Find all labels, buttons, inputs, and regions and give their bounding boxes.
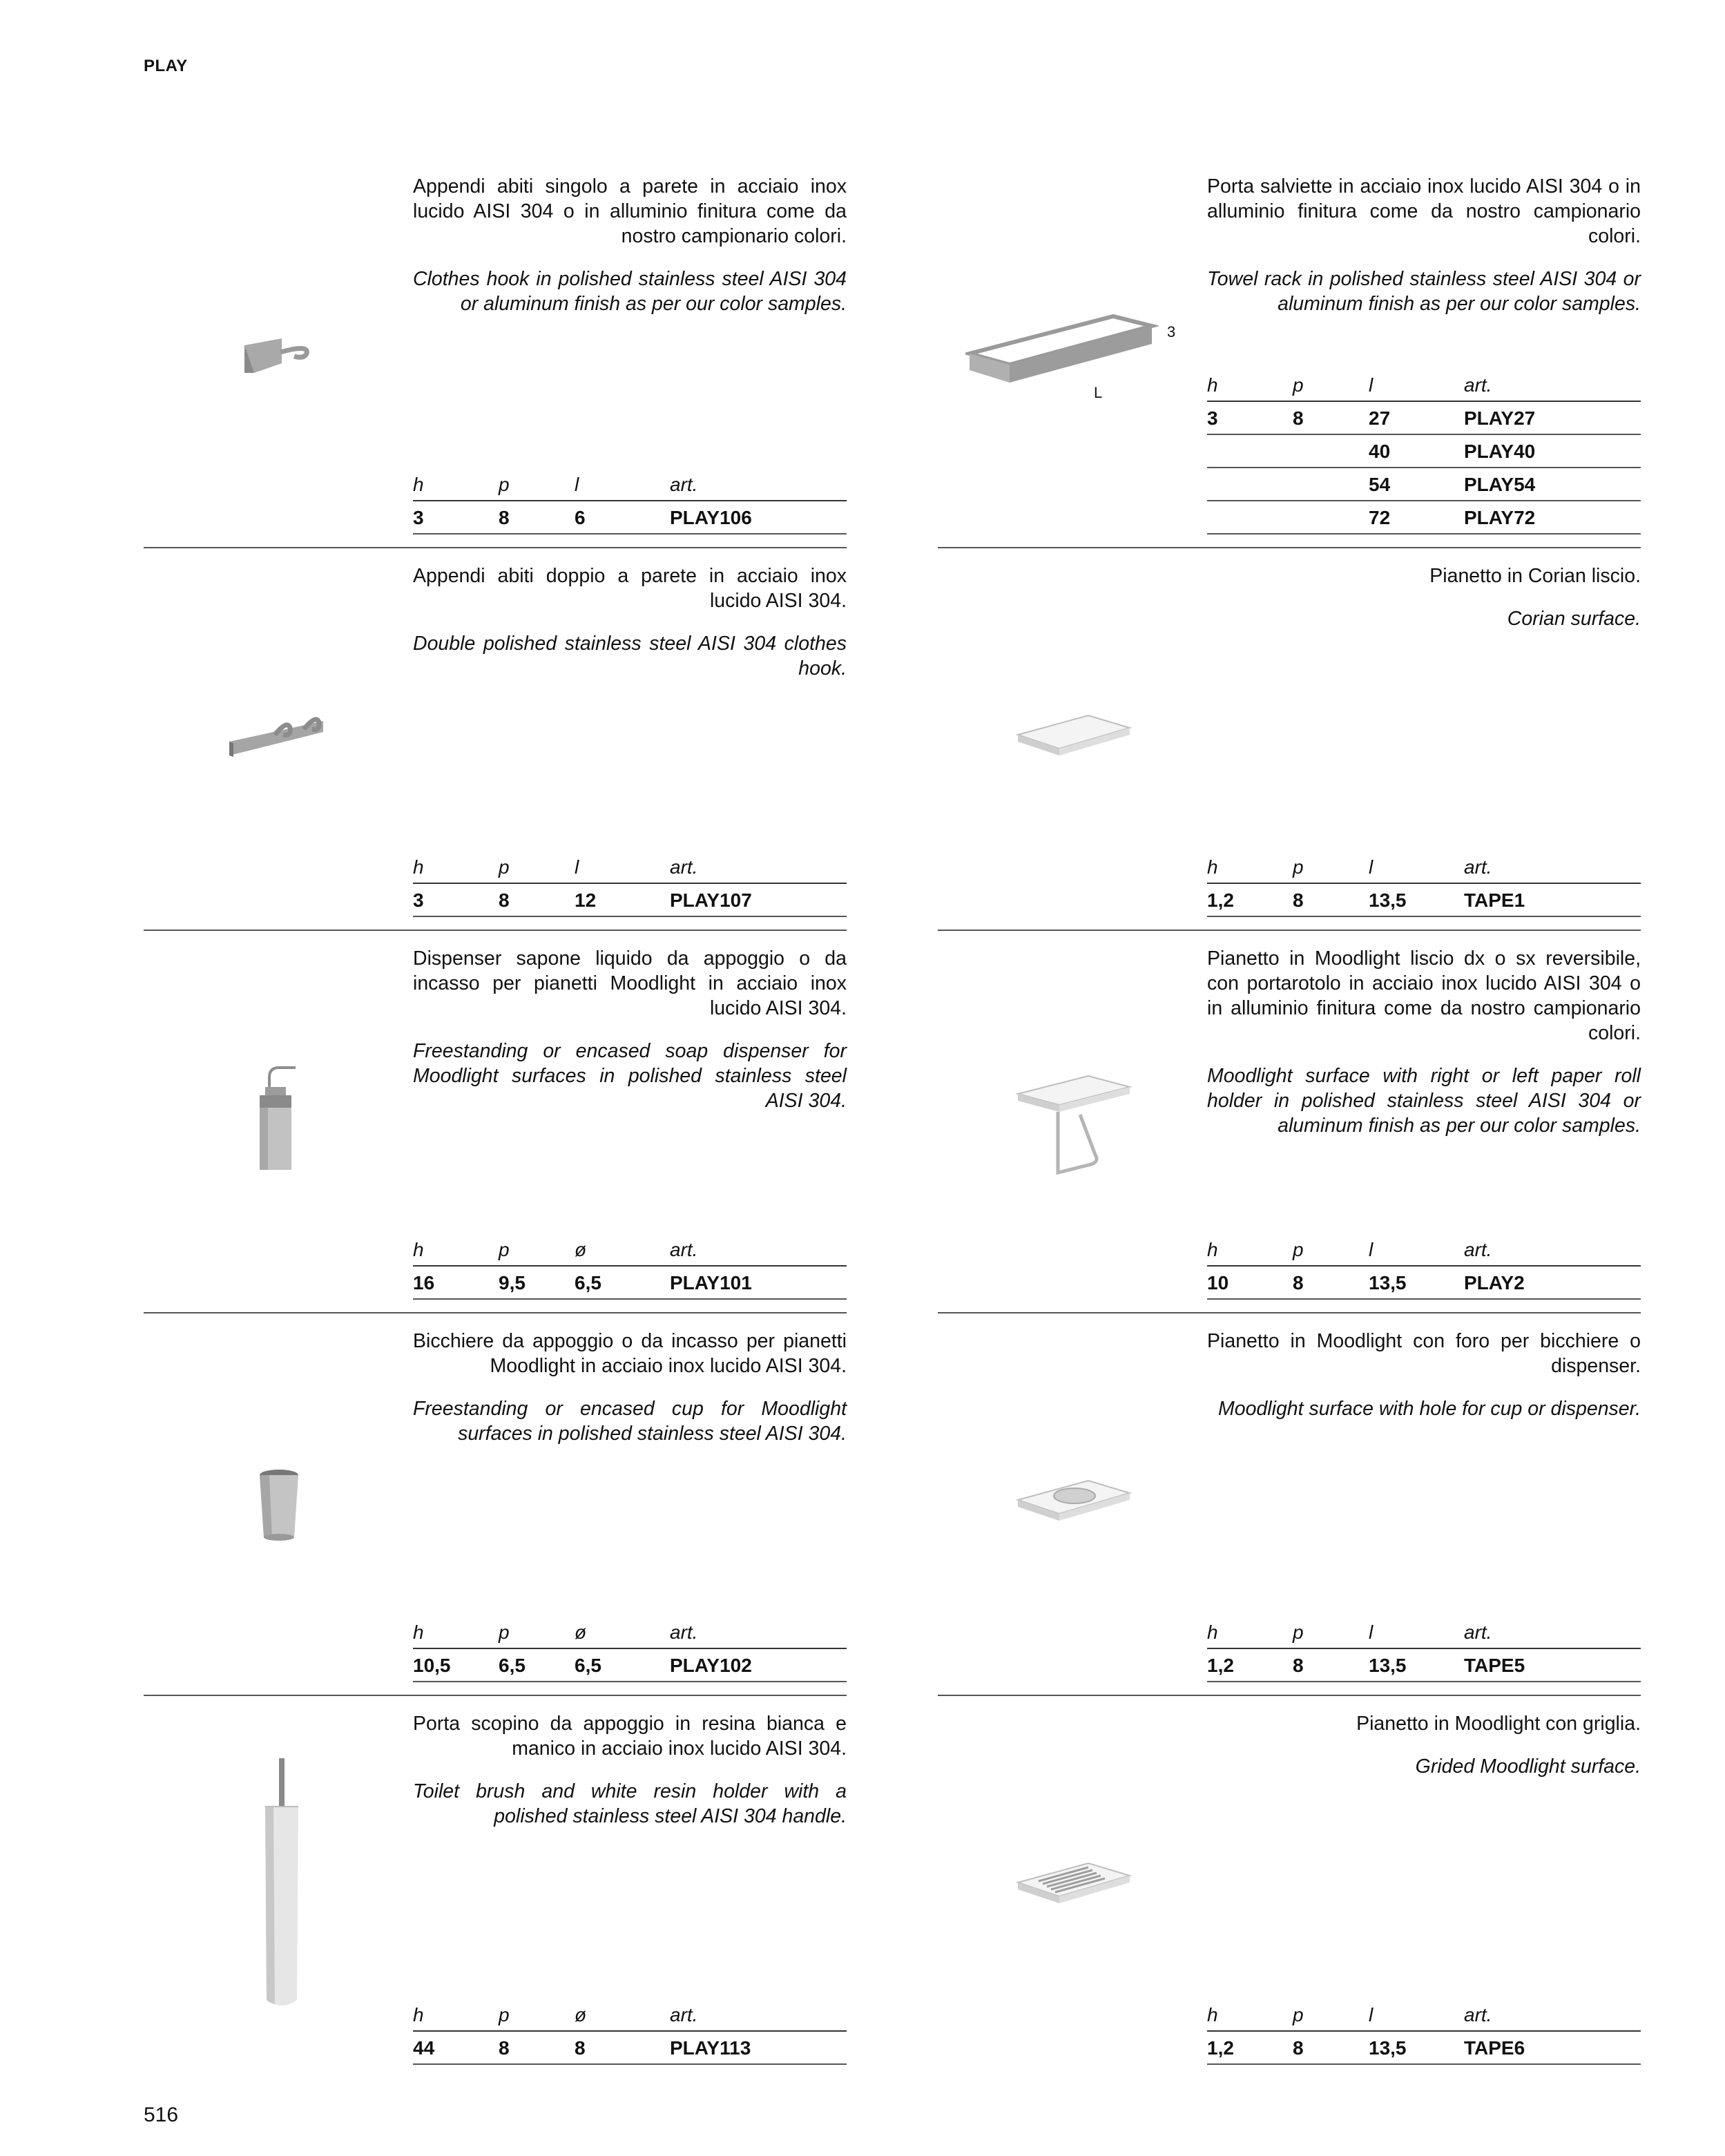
cell-l: 27 [1369, 407, 1391, 429]
cell-art: PLAY101 [670, 1272, 752, 1293]
cell-diameter: 8 [575, 2037, 586, 2059]
cell-l: 72 [1369, 507, 1391, 528]
col-art: art. [670, 1621, 698, 1643]
spec-row [1207, 501, 1641, 535]
dimension-label-height: 3 [1167, 323, 1176, 340]
col-p: p [1293, 856, 1304, 878]
product-description [1207, 564, 1641, 631]
description-italian: Appendi abiti doppio a parete in acciaio inox lucido AISI 304. [413, 565, 847, 612]
description-italian: Pianetto in Corian liscio. [1429, 565, 1641, 587]
cell-l: 40 [1369, 441, 1391, 462]
cell-h: 44 [413, 2037, 435, 2059]
cell-p: 8 [1293, 889, 1304, 911]
description-english: Freestanding or encased cup for Moodlight surfaces in polished stainless steel AISI 304. [413, 1398, 847, 1445]
col-l: l [575, 474, 579, 495]
product-block [144, 1313, 847, 1695]
product-description [413, 1711, 847, 1829]
clothes-hook-single-image [240, 331, 323, 387]
product-description [1207, 174, 1641, 316]
cell-p: 8 [1293, 407, 1304, 429]
cell-l: 13,5 [1369, 1655, 1407, 1676]
cell-h: 3 [413, 507, 424, 528]
col-h: h [413, 2004, 424, 2025]
product-block [144, 1696, 847, 2077]
col-p: p [1293, 1621, 1304, 1643]
cell-h: 1,2 [1207, 889, 1234, 911]
cell-h: 10 [1207, 1272, 1229, 1293]
cell-p: 8 [499, 889, 510, 911]
page-number: 516 [144, 2104, 179, 2126]
cell-art: PLAY54 [1464, 474, 1536, 495]
spec-table [1207, 855, 1641, 917]
cell-h: 10,5 [413, 1655, 451, 1676]
spec-header-row [413, 1620, 847, 1649]
col-art: art. [1464, 856, 1492, 878]
description-english: Freestanding or encased soap dispenser for Moodlight surfaces in polished stainless steel AISI 304. [413, 1040, 847, 1112]
spec-header-row [413, 472, 847, 501]
spec-table [413, 472, 847, 535]
col-h: h [413, 474, 424, 495]
col-art: art. [670, 856, 698, 878]
description-english: Moodlight surface with hole for cup or dispenser. [1217, 1398, 1641, 1420]
description-english: Towel rack in polished stainless steel AISI 304 or aluminum finish as per our color samples. [1207, 268, 1641, 315]
col-l: l [1369, 1621, 1374, 1643]
col-h: h [413, 1239, 424, 1260]
col-h: h [1207, 374, 1218, 396]
cell-art: TAPE1 [1464, 889, 1525, 911]
cell-art: PLAY27 [1464, 407, 1536, 429]
col-h: h [413, 1621, 424, 1643]
col-h: h [413, 856, 424, 878]
cell-p: 8 [1293, 2037, 1304, 2059]
col-h: h [1207, 2004, 1218, 2025]
spec-row [1207, 884, 1641, 917]
cell-art: PLAY106 [670, 507, 752, 528]
spec-row [1207, 1267, 1641, 1300]
cell-p: 8 [1293, 1655, 1304, 1676]
col-art: art. [1464, 374, 1492, 396]
col-p: p [499, 1621, 510, 1643]
description-italian: Porta scopino da appoggio in resina bianca e manico in acciaio inox lucido AISI 304. [413, 1713, 847, 1760]
cell-h: 1,2 [1207, 1655, 1234, 1676]
col-art: art. [1464, 1621, 1492, 1643]
spec-table [1207, 1238, 1641, 1300]
cell-l: 54 [1369, 474, 1391, 495]
cell-l: 13,5 [1369, 1272, 1407, 1293]
soap-dispenser-image [247, 1062, 316, 1180]
col-h: h [1207, 1239, 1218, 1260]
spec-header-row [413, 1238, 847, 1267]
dimension-label-length: L [1094, 384, 1103, 401]
col-p: p [1293, 374, 1304, 396]
col-p: p [1293, 1239, 1304, 1260]
description-english: Grided Moodlight surface. [1415, 1755, 1641, 1778]
product-description [413, 564, 847, 681]
towel-rack-image [965, 311, 1159, 394]
product-description [413, 1329, 847, 1446]
spec-row [1207, 1649, 1641, 1682]
surface-with-hole-image [1014, 1472, 1138, 1534]
col-art: art. [1464, 2004, 1492, 2025]
product-block [938, 931, 1641, 1312]
spec-header-row [413, 2003, 847, 2032]
col-p: p [499, 1239, 510, 1260]
spec-table [413, 2003, 847, 2065]
cup-image [254, 1465, 309, 1548]
cell-art: PLAY2 [1464, 1272, 1525, 1293]
description-english: Corian surface. [1507, 608, 1641, 630]
cell-h: 3 [413, 889, 424, 911]
spec-header-row [1207, 1238, 1641, 1267]
spec-row [413, 1267, 847, 1300]
cell-art: PLAY113 [670, 2037, 751, 2059]
col-art: art. [670, 1239, 698, 1260]
product-block [144, 548, 847, 930]
description-italian: Pianetto in Moodlight con griglia. [1356, 1713, 1641, 1735]
col-l: l [575, 856, 579, 878]
spec-table [413, 1620, 847, 1682]
product-description [413, 946, 847, 1113]
spec-table [1207, 1620, 1641, 1682]
cell-p: 8 [499, 507, 510, 528]
cell-h: 16 [413, 1272, 435, 1293]
col-art: art. [670, 2004, 698, 2025]
description-italian: Pianetto in Moodlight liscio dx o sx reversibile, con portarotolo in acciaio inox lucido AISI 304 o in alluminio finitura come da nostro campionario colori. [1207, 947, 1641, 1044]
cell-p: 8 [499, 2037, 510, 2059]
cell-h: 3 [1207, 407, 1218, 429]
product-description [1207, 946, 1641, 1138]
left-column [144, 159, 847, 2077]
description-italian: Dispenser sapone liquido da appoggio o da incasso per pianetti Moodlight in acciaio inox lucido AISI 304. [413, 947, 847, 1019]
cell-diameter: 6,5 [575, 1272, 601, 1293]
spec-row [1207, 402, 1641, 435]
col-diameter: ø [575, 2004, 587, 2025]
cell-p: 8 [1293, 1272, 1304, 1293]
col-l: l [1369, 374, 1374, 396]
spec-row [413, 2032, 847, 2065]
cell-art: PLAY72 [1464, 507, 1536, 528]
product-description [1207, 1329, 1641, 1421]
spec-table [1207, 373, 1641, 535]
col-h: h [1207, 1621, 1218, 1643]
cell-l: 6 [575, 507, 586, 528]
description-english: Moodlight surface with right or left paper roll holder in polished stainless steel AISI 304 or aluminum finish as per our color samples. [1207, 1065, 1641, 1137]
product-block [938, 1696, 1641, 2077]
spec-table [1207, 2003, 1641, 2065]
col-p: p [499, 2004, 510, 2025]
spec-header-row [1207, 2003, 1641, 2032]
cell-art: PLAY102 [670, 1655, 752, 1676]
col-h: h [1207, 856, 1218, 878]
description-english: Clothes hook in polished stainless steel AISI 304 or aluminum finish as per our color samples. [413, 268, 847, 315]
product-description [413, 174, 847, 316]
cell-p: 9,5 [499, 1272, 526, 1293]
description-italian: Porta salviette in acciaio inox lucido AISI 304 o in alluminio finitura come da nostro campionario colori. [1207, 175, 1641, 247]
brand-title: PLAY [144, 57, 188, 75]
product-block [938, 1313, 1641, 1695]
corian-surface-image [1014, 707, 1138, 769]
spec-row [1207, 435, 1641, 468]
toilet-brush-image [254, 1758, 309, 2021]
col-l: l [1369, 856, 1374, 878]
spec-header-row [1207, 373, 1641, 402]
spec-row [413, 501, 847, 535]
col-l: l [1369, 2004, 1374, 2025]
col-p: p [1293, 2004, 1304, 2025]
description-italian: Bicchiere da appoggio o da incasso per pianetti Moodlight in acciaio inox lucido AISI 304. [413, 1330, 847, 1377]
cell-art: PLAY40 [1464, 441, 1536, 462]
cell-art: TAPE6 [1464, 2037, 1525, 2059]
description-italian: Pianetto in Moodlight con foro per bicchiere o dispenser. [1207, 1330, 1641, 1377]
grided-surface-image [1014, 1855, 1138, 1917]
cell-h: 1,2 [1207, 2037, 1234, 2059]
right-column [938, 159, 1641, 2077]
spec-table [413, 855, 847, 917]
cell-art: TAPE5 [1464, 1655, 1525, 1676]
spec-row [1207, 2032, 1641, 2065]
col-diameter: ø [575, 1239, 587, 1260]
col-art: art. [1464, 1239, 1492, 1260]
col-p: p [499, 474, 510, 495]
cell-l: 13,5 [1369, 2037, 1407, 2059]
product-block [144, 931, 847, 1312]
cell-l: 12 [575, 889, 597, 911]
cell-p: 6,5 [499, 1655, 526, 1676]
spec-header-row [1207, 1620, 1641, 1649]
spec-row [413, 884, 847, 917]
product-block [938, 548, 1641, 930]
product-description [1207, 1711, 1641, 1779]
col-p: p [499, 856, 510, 878]
spec-row [1207, 468, 1641, 501]
spec-header-row [413, 855, 847, 884]
product-block [144, 159, 847, 547]
col-art: art. [670, 474, 698, 495]
description-english: Toilet brush and white resin holder with a polished stainless steel AISI 304 handle. [413, 1780, 847, 1827]
cell-art: PLAY107 [670, 889, 752, 911]
clothes-hook-double-image [227, 707, 337, 769]
description-italian: Appendi abiti singolo a parete in acciaio inox lucido AISI 304 o in alluminio finitura come da nostro campionario colori. [413, 175, 847, 247]
description-english: Double polished stainless steel AISI 304 clothes hook. [413, 633, 847, 680]
cell-diameter: 6,5 [575, 1655, 601, 1676]
spec-table [413, 1238, 847, 1300]
col-diameter: ø [575, 1621, 587, 1643]
spec-header-row [1207, 855, 1641, 884]
spec-row [413, 1649, 847, 1682]
surface-roll-holder-image [1014, 1069, 1138, 1186]
col-l: l [1369, 1239, 1374, 1260]
cell-l: 13,5 [1369, 889, 1407, 911]
product-block [938, 159, 1641, 547]
